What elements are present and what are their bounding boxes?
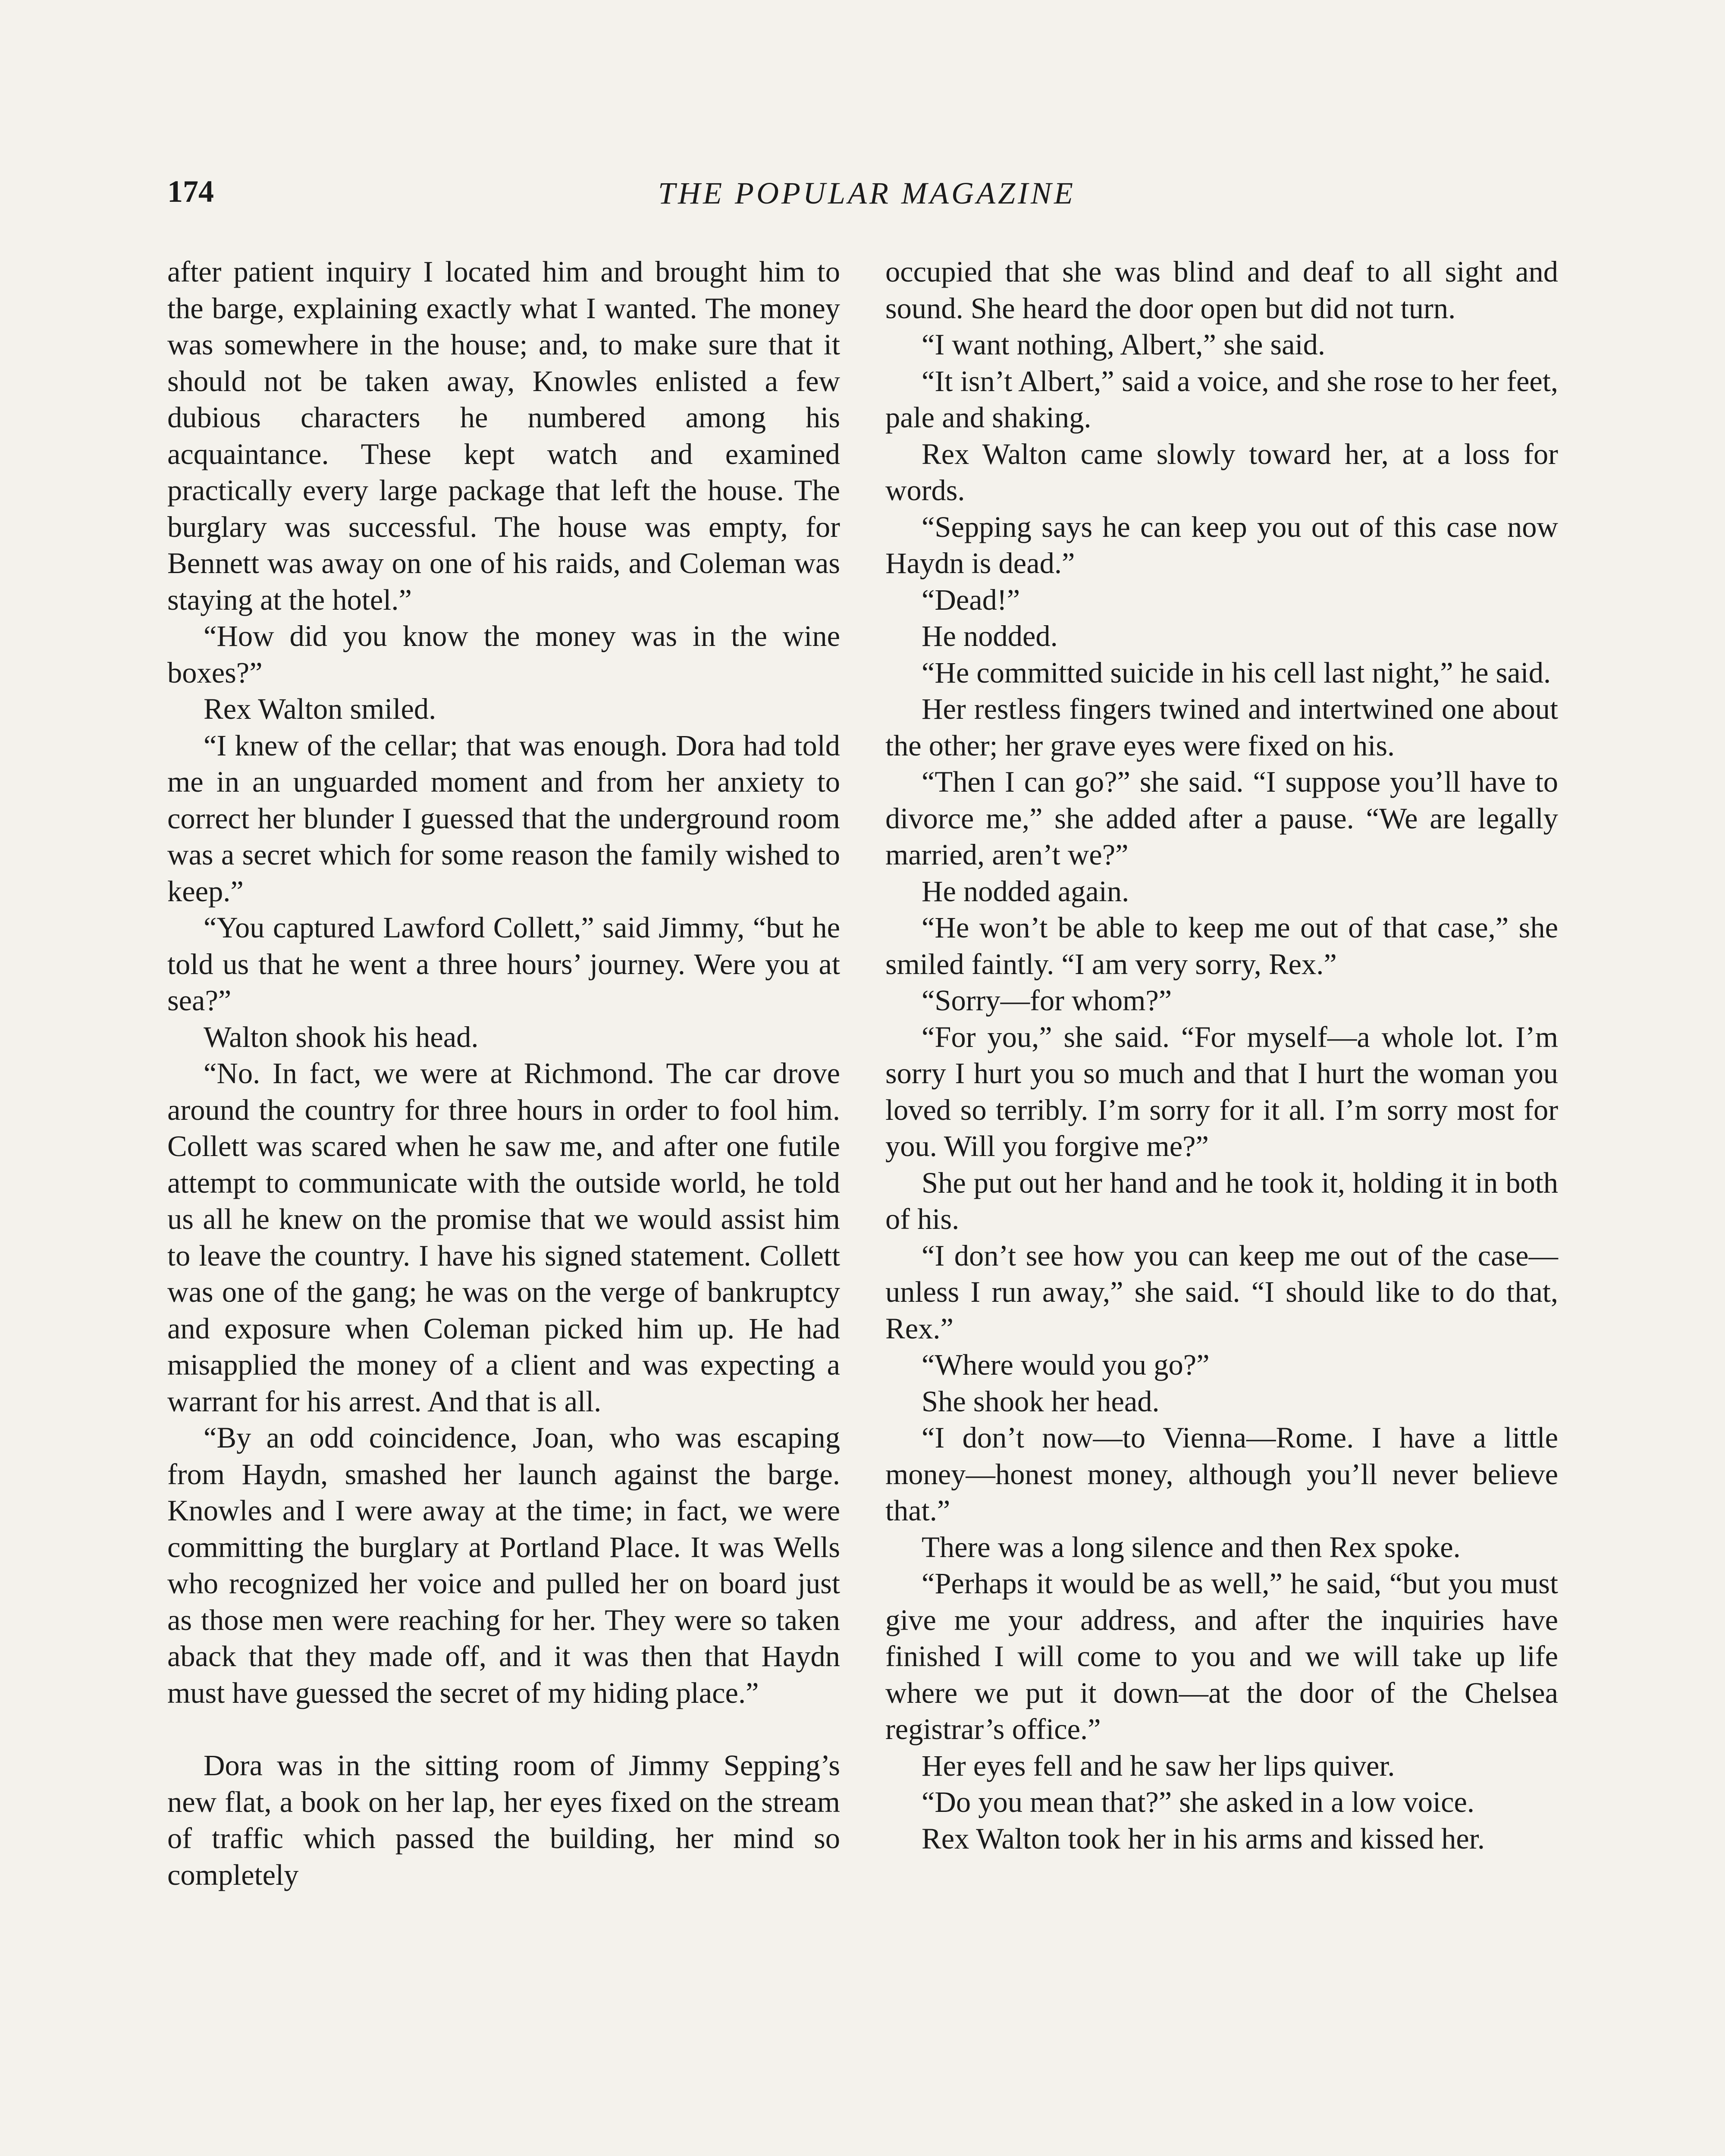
paragraph: “It isn’t Albert,” said a voice, and she rose to her feet, pale and shaking. <box>885 364 1558 434</box>
paragraph: Her restless fingers twined and intertwined one about the other; her grave eyes were fixed on his. <box>885 693 1558 762</box>
right-column <box>885 254 1558 1857</box>
paragraph: There was a long silence and then Rex spoke. <box>922 1530 1461 1564</box>
paragraph: after patient inquiry I located him and brought him to the barge, explaining exactly what I wanted. The money was somewhere in the house; and, to make sure that it should not be taken away, Knowles enlisted a few dubious characters he numbered among his acquaintance. These kept watch and examined practically every large package that left the house. The burglary was successful. The house was empty, for Bennett was away on one of his raids, and Coleman was staying at the hotel.” <box>167 255 840 616</box>
paragraph: “Perhaps it would be as well,” he said, “but you must give me your address, and after the inquiries have finished I will come to you and we will take up life where we put it down—at the door of the Chelsea registrar’s office.” <box>885 1567 1558 1745</box>
paragraph: “By an odd coincidence, Joan, who was escaping from Haydn, smashed her launch against the barge. Knowles and I were away at the time; in fact, we were committing the burglary at Portland Place. It was Wells who recognized her voice and pulled her on board just as those men were reaching for her. They were so taken aback that they made off, and it was then that Haydn must have guessed the secret of my hiding place.” <box>167 1421 840 1709</box>
paragraph: Her eyes fell and he saw her lips quiver. <box>922 1749 1395 1782</box>
paragraph: Dora was in the sitting room of Jimmy Sepping’s new flat, a book on her lap, her eyes fixed on the stream of traffic which passed the building, her mind so completely <box>167 1749 840 1891</box>
paragraph: “Do you mean that?” she asked in a low voice. <box>922 1786 1475 1818</box>
paragraph: Rex Walton smiled. <box>204 693 436 725</box>
paragraph: “I knew of the cellar; that was enough. Dora had told me in an unguarded moment and from her anxiety to correct her blunder I guessed that the underground room was a secret which for some reason the family wished to keep.” <box>167 729 840 908</box>
running-head: THE POPULAR MAGAZINE <box>658 176 1076 210</box>
paragraph: occupied that she was blind and deaf to all sight and sound. She heard the door open but did not turn. <box>885 255 1558 325</box>
paragraph: “Sepping says he can keep you out of this case now Haydn is dead.” <box>885 510 1558 580</box>
paragraph: “How did you know the money was in the wine boxes?” <box>167 620 840 689</box>
paragraph: “No. In fact, we were at Richmond. The car drove around the country for three hours in order to fool him. Collett was scared when he saw me, and after one futile attempt to communicate with the outside world, he told us all he knew on the promise that we would assist him to leave the country. I have his signed statement. Collett was one of the gang; he was on the verge of bankruptcy and exposure when Coleman picked him up. He had misapplied the money of a client and was expecting a warrant for his arrest. And that is all. <box>167 1057 840 1418</box>
left-column <box>167 254 840 1893</box>
paragraph: “For you,” she said. “For myself—a whole lot. I’m sorry I hurt you so much and that I hurt the woman you loved so terribly. I’m sorry for it all. I’m sorry most for you. Will you forgive me?” <box>885 1020 1558 1163</box>
paragraph: Walton shook his head. <box>204 1020 479 1053</box>
paragraph: “Where would you go?” <box>922 1348 1210 1381</box>
paragraph: Rex Walton took her in his arms and kissed her. <box>922 1822 1485 1855</box>
paragraph: “He won’t be able to keep me out of that case,” she smiled faintly. “I am very sorry, Rex.” <box>885 911 1558 981</box>
paragraph: He nodded. <box>922 620 1058 652</box>
paragraph: “Sorry—for whom?” <box>922 984 1172 1017</box>
paragraph: “I want nothing, Albert,” she said. <box>922 328 1325 361</box>
paragraph: “I don’t see how you can keep me out of the case—unless I run away,” she said. “I should like to do that, Rex.” <box>885 1239 1558 1345</box>
paragraph: She put out her hand and he took it, holding it in both of his. <box>885 1166 1558 1235</box>
paragraph: “You captured Lawford Collett,” said Jimmy, “but he told us that he went a three hours’ journey. Were you at sea?” <box>167 911 840 1017</box>
paragraph: “Dead!” <box>922 583 1020 616</box>
page-number: 174 <box>167 174 214 209</box>
paragraph: “I don’t now—to Vienna—Rome. I have a little money—honest money, although you’ll never believe that.” <box>885 1421 1558 1527</box>
paragraph: Rex Walton came slowly toward her, at a loss for words. <box>885 437 1558 507</box>
paragraph: He nodded again. <box>922 874 1129 908</box>
paragraph: “Then I can go?” she said. “I suppose you’ll have to divorce me,” she added after a pause. “We are legally married, aren’t we?” <box>885 765 1558 871</box>
paragraph: She shook her head. <box>922 1385 1160 1418</box>
paragraph: “He committed suicide in his cell last night,” he said. <box>922 656 1551 689</box>
